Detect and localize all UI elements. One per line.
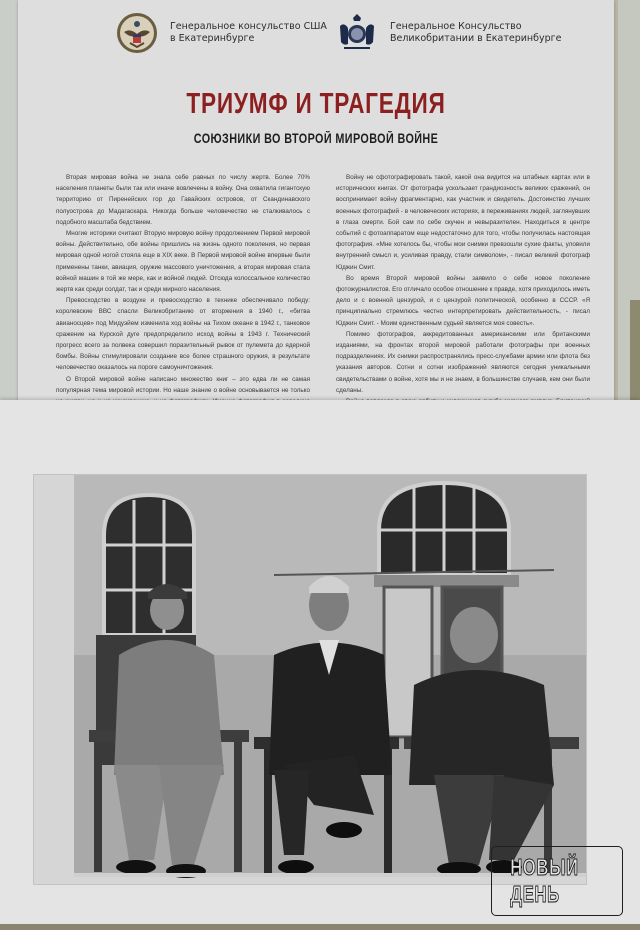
exhibition-poster — [18, 0, 614, 400]
uk-consulate-line1: Генеральное Консульство — [390, 21, 522, 32]
paragraph: Вторая мировая война не знала себе равных по числу жертв. Более 70% населения планеты были так или иначе вовлечены в войну. Она охватила гигантскую территорию от Пиренейских гор до Гавайских островов, от Скандинавского полуострова до Мадагаскара. Никогда больше человечество не сталкивалось с подобного масштаба бедствием. — [56, 174, 310, 226]
text-column-left — [56, 172, 310, 400]
us-consulate-line2: в Екатеринбурге — [170, 33, 255, 44]
paragraph: О Второй мировой войне написано множество книг – это едва ли не самая популярная тема мировой истории. Но наше знание о войне основывается не только — [56, 375, 310, 394]
uk-royal-arms-icon — [336, 12, 378, 54]
paragraph: Войну не сфотографировать такой, какой она видится на штабных картах или в исторических книгах. От фотографа ускользает грандиозность великих сражений, он воспринимает войну фрагментарно, как участник и свидетель. Достоинство лучших военных фотографий - в человеческих историях, в переживаниях людей, заглянувших в глаза смерти. Бой сам по себе скучен и невыразителен. Находиться в центре событий с фотоаппаратом еще недостаточно для того, чтобы получилась настоящая фотография. «Мне хотелось бы, чтобы мои снимки превзошли сухие факты, уловили внутренний смысл и, усиливая правду, стали символом», - писал великий фотограф Юджин Смит. — [336, 174, 590, 271]
watermark-stamp — [491, 846, 623, 916]
photo-board — [0, 400, 640, 924]
us-consulate-seal-icon — [116, 12, 158, 54]
photo-frame — [33, 474, 587, 885]
uk-consulate-name — [390, 21, 561, 45]
paragraph: Превосходство в воздухе и превосходство в технике обеспечивало победу: королевские ВВС спасли Великобританию от вторжения в 1940 г., «битва авианосцев» под Мидуэйем изменила ход войны на Тихом океане в 1942 г., танковое сражение на Курской дуге предопределило исход войны в 1943 г. Технический прогресс всего за полвека совершил поразительный рывок от пулемета до ядерной бомбы. Войны стимулировали создание все более страшного оружия, в результате человечество оказалось на пороге самоуничтожения. — [56, 297, 310, 372]
paragraph: Во время Второй мировой войны заявило о себе новое поколение фотожурналистов. Его отличало особое отношение к правде, хотя приходилось иметь дело и с военной цензурой, и с цензурой политической, особенно в СССР. «Я принципиально стремлюсь честно интерпретировать действительность, - писал Юджин Смит. - Моим единственным судьей является моя совесть». — [336, 274, 590, 327]
tehran-conference-photograph — [74, 475, 586, 877]
wall-right-shadow — [630, 300, 640, 410]
black-and-white-photograph-icon — [74, 475, 586, 877]
us-consulate-name — [170, 21, 327, 45]
paragraph: Многие историки считают Вторую мировую войну продолжением Первой мировой войны. Действительно, обе войны пришлись на жизнь одного поколения, но первая мировая одной ногой стояла еще в XIX веке. В Первой мировой войне впервые были применены танки, авиация, оружие массового уничтожения, а вторая мировая стала войной машин в той же мере, как и войной людей. Отсюда колоссальное количество жертв как среди солдат, так и среди мирного населения. — [56, 230, 310, 294]
watermark-text: НОВЫЙ ДЕНЬ — [510, 854, 579, 907]
poster-subtitle: СОЮЗНИКИ ВО ВТОРОЙ МИРОВОЙ ВОЙНЕ — [193, 131, 439, 146]
paragraph: Помимо фотографов, аккредитованных американскими или британскими изданиями, на фронтах второй мировой работали фотографы при военных подразделениях. Их снимки распространялись пресс-службами армии или флота без указания авторов. Сотни и сотни изображений являются сегодня уникальными свидетельствами о войне, хотя мы и не знаем, в большинстве случаев, кем они были сделаны. — [336, 330, 590, 394]
poster-title: ТРИУМФ И ТРАГЕДИЯ — [186, 88, 446, 120]
consulate-logos — [18, 12, 614, 52]
us-consulate-logo — [116, 12, 327, 54]
us-consulate-line1: Генеральное консульство США — [170, 21, 327, 32]
uk-consulate-line2: Великобритании в Екатеринбурге — [390, 33, 562, 44]
uk-consulate-logo — [336, 12, 561, 54]
wall-left — [0, 0, 18, 400]
wall-bottom — [0, 924, 640, 930]
text-column-right — [336, 172, 590, 400]
